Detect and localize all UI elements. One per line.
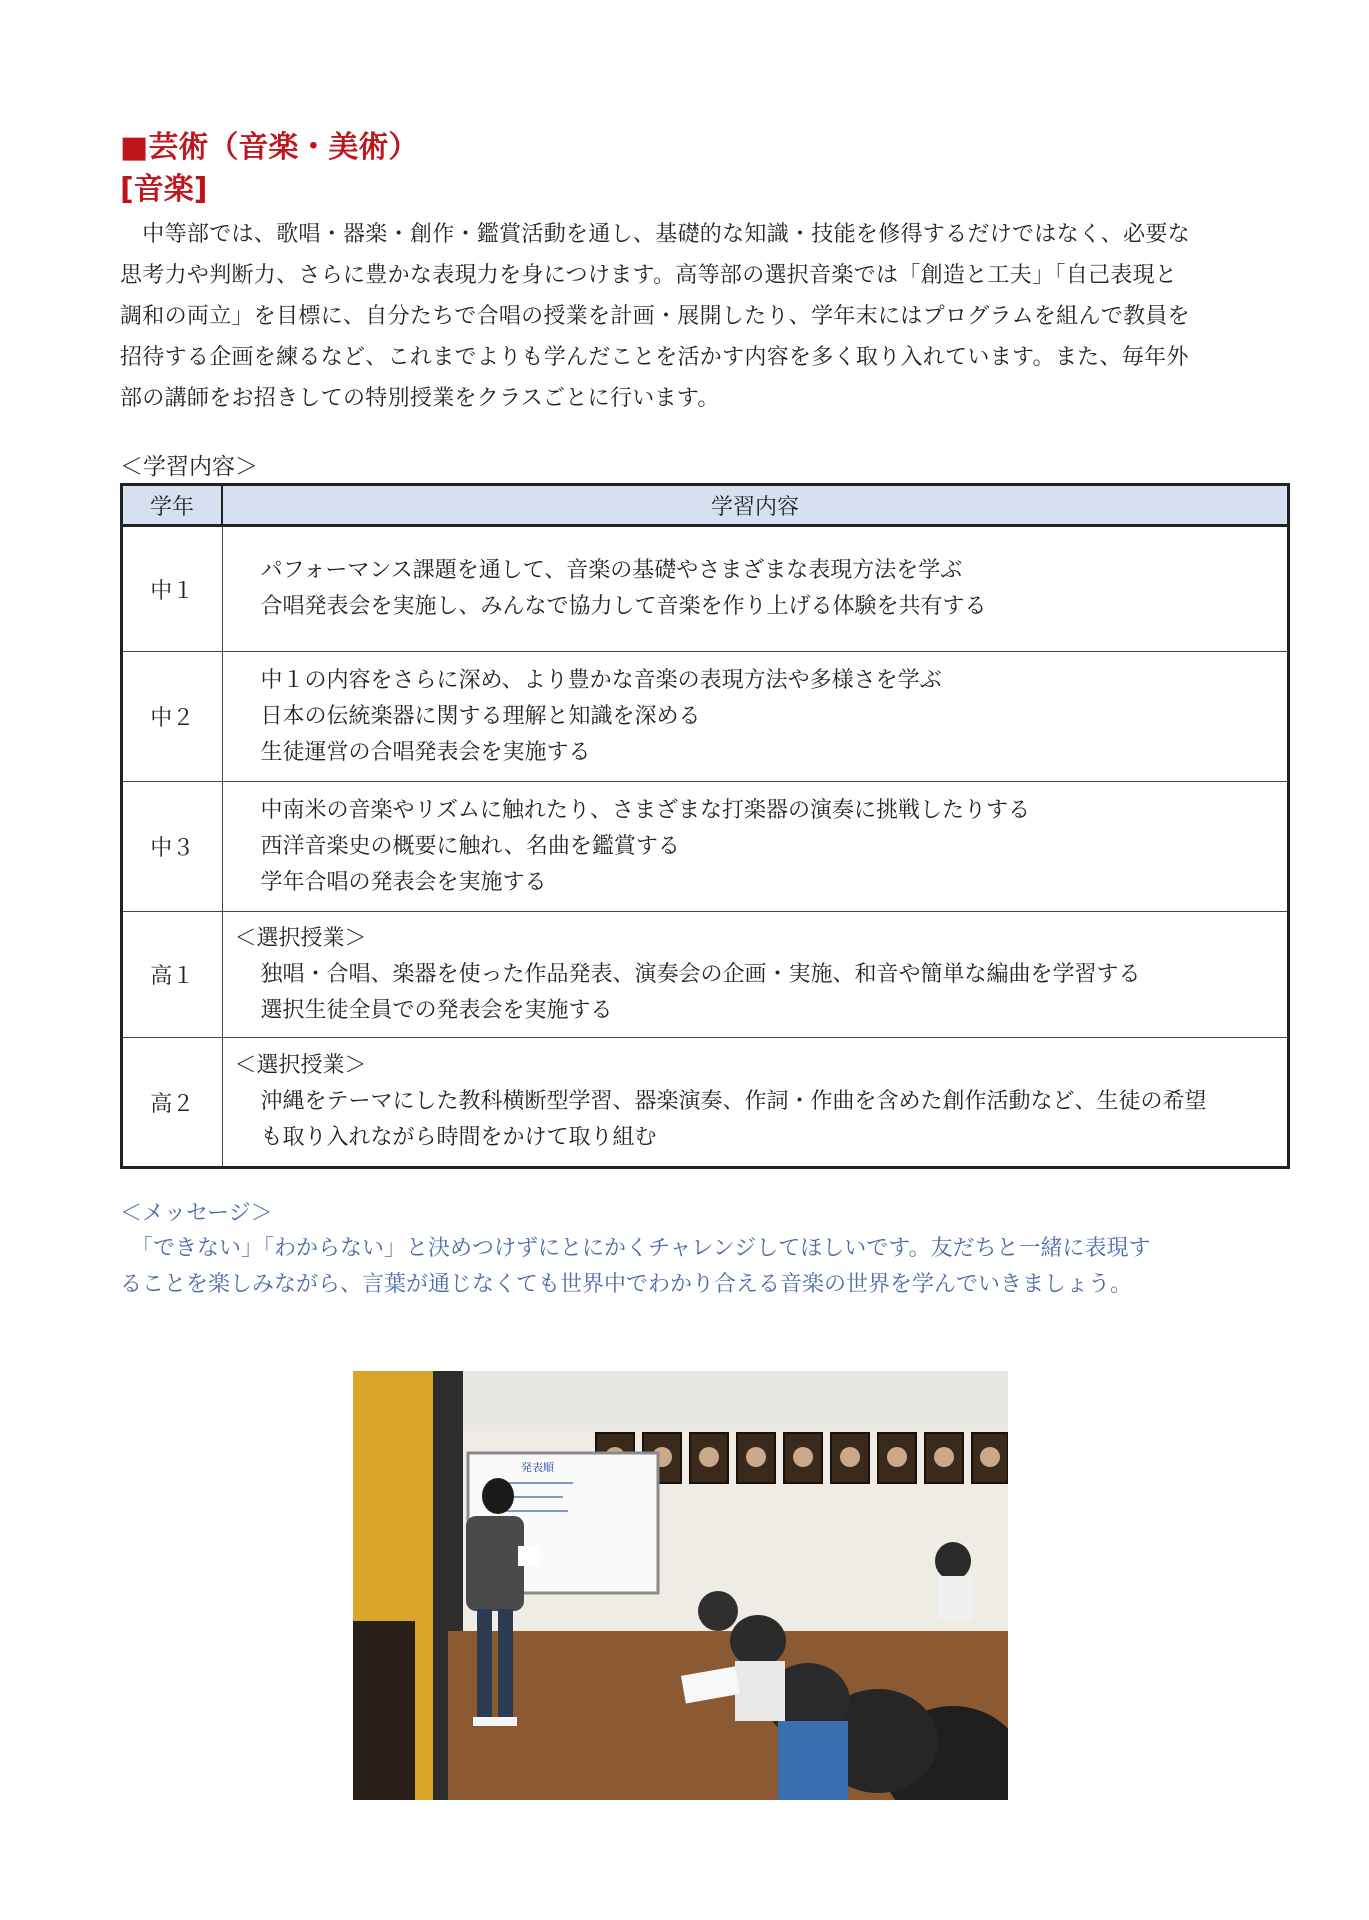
grade-cell: 高１ xyxy=(122,912,223,1038)
content-line: も取り入れながら時間をかけて取り組む xyxy=(260,1125,657,1150)
table-row xyxy=(122,912,1289,1038)
content-line: 学年合唱の発表会を実施する xyxy=(260,869,547,895)
table-heading: ＜学習内容＞ xyxy=(120,454,258,480)
table-row xyxy=(122,782,1289,912)
content-line: 選択生徒全員での発表会を実施する xyxy=(260,997,613,1023)
content-cell xyxy=(222,1038,1289,1168)
table-row xyxy=(122,652,1289,782)
content-line: 中南米の音楽やリズムに触れたり、さまざまな打楽器の演奏に挑戦したりする xyxy=(260,797,1031,823)
selection-label: ＜選択授業＞ xyxy=(234,1053,367,1078)
content-line: 沖縄をテーマにした教科横断型学習、器楽演奏、作詞・作曲を含めた創作活動など、生徒の希望 xyxy=(260,1089,1207,1114)
header-content: 学習内容 xyxy=(222,485,1289,526)
content-line: パフォーマンス課題を通して、音楽の基礎やさまざまな表現方法を学ぶ xyxy=(260,558,963,583)
intro-line: 思考力や判断力、さらに豊かな表現力を身につけます。高等部の選択音楽では「創造と工夫」「自己表現と xyxy=(120,263,1178,288)
grade-cell: 高２ xyxy=(122,1038,223,1168)
grade-cell: 中１ xyxy=(122,526,223,652)
section-title: ■芸術（音楽・美術） xyxy=(120,130,419,165)
intro-line: 中等部では、歌唱・器楽・創作・鑑賞活動を通し、基礎的な知識・技能を修得するだけではなく、必要な xyxy=(120,222,1190,247)
classroom-photo xyxy=(353,1371,1008,1800)
table-row xyxy=(122,1038,1289,1168)
content-cell xyxy=(222,912,1289,1038)
grade-cell: 中２ xyxy=(122,652,223,782)
content-line: 合唱発表会を実施し、みんなで協力して音楽を作り上げる体験を共有する xyxy=(260,594,987,619)
content-line: 中１の内容をさらに深め、より豊かな音楽の表現方法や多様さを学ぶ xyxy=(260,667,942,693)
message-line: ることを楽しみながら、言葉が通じなくても世界中でわかり合える音楽の世界を学んでいきましょう。 xyxy=(120,1272,1133,1297)
classroom-photo-illustration xyxy=(353,1371,1008,1800)
content-line: 西洋音楽史の概要に触れ、名曲を鑑賞する xyxy=(260,833,680,859)
content-cell xyxy=(222,782,1289,912)
curriculum-table xyxy=(120,483,1290,1169)
content-cell xyxy=(222,526,1289,652)
content-line: 日本の伝統楽器に関する理解と知識を深める xyxy=(260,703,701,729)
page-content xyxy=(120,128,1290,1303)
content-line: 生徒運営の合唱発表会を実施する xyxy=(260,739,591,765)
subsection-title: [音楽] xyxy=(120,172,208,207)
message-block xyxy=(120,1197,1290,1303)
intro-line: 調和の両立」を目標に、自分たちで合唱の授業を計画・展開したり、学年末にはプログラムを組んで教員を xyxy=(120,304,1190,329)
grade-cell: 中３ xyxy=(122,782,223,912)
intro-paragraph xyxy=(120,214,1290,419)
intro-line: 部の講師をお招きしての特別授業をクラスごとに行います。 xyxy=(120,386,720,411)
table-row xyxy=(122,526,1289,652)
table-header-row xyxy=(122,485,1289,526)
selection-label: ＜選択授業＞ xyxy=(234,925,367,951)
board-text: 発表順 xyxy=(521,1461,554,1474)
message-line: 「できない」「わからない」と決めつけずにとにかくチャレンジしてほしいです。友だちと一緒に表現す xyxy=(120,1236,1151,1261)
content-line: 独唱・合唱、楽器を使った作品発表、演奏会の企画・実施、和音や簡単な編曲を学習する xyxy=(260,961,1141,987)
intro-line: 招待する企画を練るなど、これまでよりも学んだことを活かす内容を多く取り入れています。また、毎年外 xyxy=(120,345,1189,370)
message-heading: ＜メッセージ＞ xyxy=(120,1201,273,1226)
header-grade: 学年 xyxy=(122,485,223,526)
content-cell xyxy=(222,652,1289,782)
